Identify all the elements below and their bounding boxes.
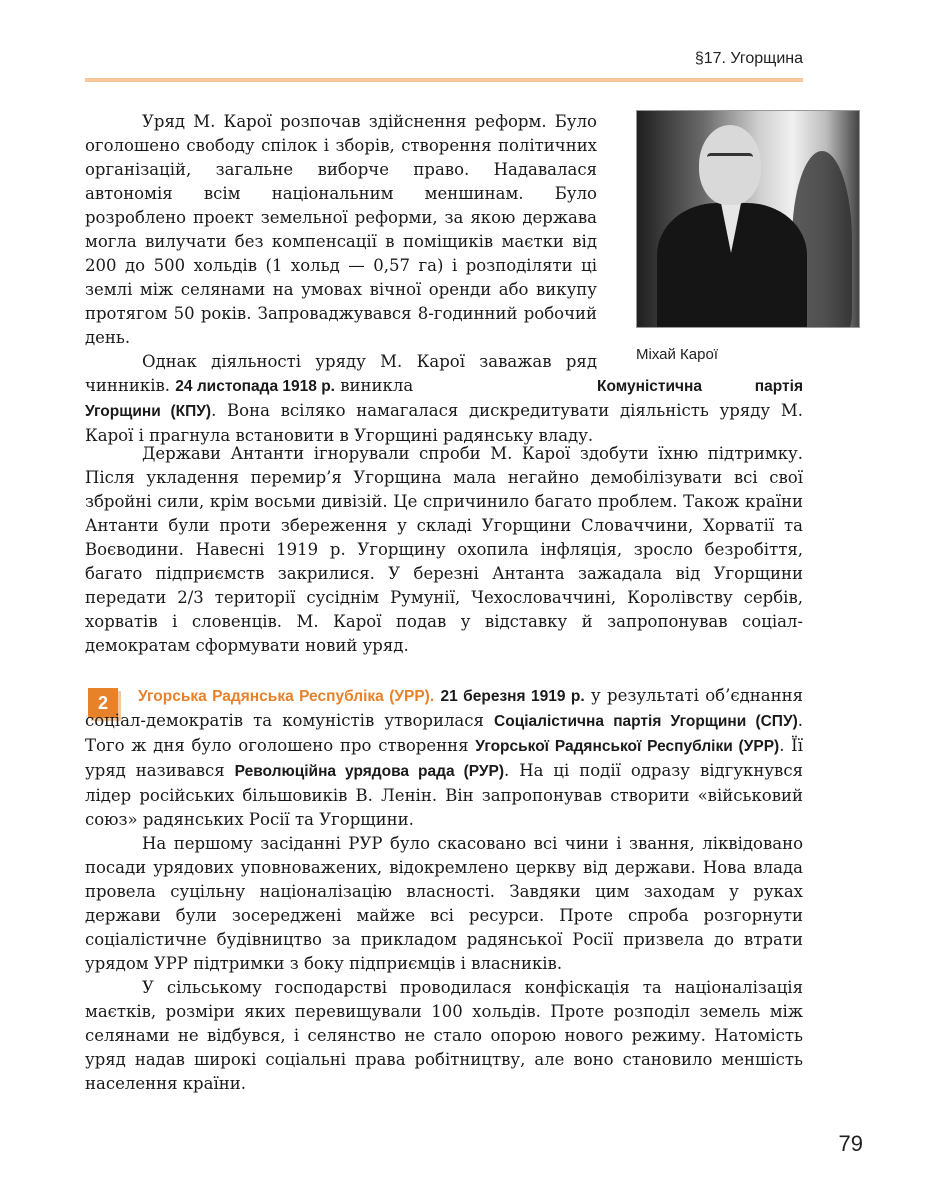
photo-glasses [707, 153, 753, 166]
paragraph-2-cont [85, 374, 803, 448]
section-2-date: 21 березня 1919 р. [440, 688, 585, 705]
p2-term-kpu: Комуністична партія Угорщини (КПУ) [85, 378, 803, 420]
section-header: §17. Угорщина [694, 50, 803, 67]
section-2-intro [85, 684, 803, 1096]
section-number-badge: 2 [88, 688, 118, 718]
paragraph-3: Держави Антанти ігнорували спроби М. Карої здобути їхню підтримку. Після укладення перемир’я Угорщина мала негайно демобілізувати всі свої збройні сили, крім восьми дивізій. Це спричинило багато проблем. Також країни Антанти були проти збереження у складі Угорщини Словаччини, Хорватії та Воєводини. Навесні 1919 р. Угорщину охопила інфляція, зросло безробіття, багато підприємств закрилися. У березні Антанта зажадала від Угорщини передати 2/3 території сусіднім Румунії, Чехословаччині, Королівству сербів, хорватів і словенців. М. Карої подав у відставку й запропонував соціал-демократам сформувати новий уряд. [85, 444, 803, 655]
paragraph-entente [85, 442, 803, 658]
section-2-paragraph-2: На першому засіданні РУР було скасовано всі чини і звання, ліквідовано посади урядових уповноважених, відокремлено церкву від держави. Нова влада провела суцільну націоналізацію власності. Завдяки цим заходам у руках держави були зосереджені майже всі ресурси. Проте спроба розгорнути соціалістичне будівництво за прикладом радянської Росії призвела до втрати урядом УРР підтримки з боку підприємців і власників. [85, 834, 803, 973]
s2-text-2: . Того ж дня було оголошено про створення [85, 711, 803, 755]
s2-text-1: у результаті об’єднання соціал-демократів та комуністів утворилася [85, 686, 803, 730]
term-rur: Революційна урядова рада (РУР) [234, 763, 505, 780]
portrait-photo [636, 110, 860, 328]
p2-text-b: виникла [335, 376, 414, 395]
p2-text-c: . Вона всіляко намагалася дискредитувати діяльність уряду М. Карої і прагнула встановити в Угорщині радянську владу. [85, 401, 803, 445]
page-number: 79 [838, 1131, 863, 1156]
photo-caption: Міхай Карої [636, 346, 718, 363]
paragraph-reforms [85, 110, 597, 350]
paragraph-kpu-continued [85, 374, 803, 448]
term-urr: Угорської Радянської Республіки (УРР) [475, 738, 780, 755]
p2-text-a: Однак діяльності уряду М. Карої заважав ряд чинників. [85, 352, 597, 395]
header-rule [85, 78, 803, 82]
term-spu: Соціалістична партія Угорщини (СПУ) [494, 713, 798, 730]
paragraph-kpu-block [85, 350, 803, 395]
section-2-paragraph-3: У сільському господарстві проводилася конфіскація та націоналізація маєтків, розміри яких перевищували 100 хольдів. Проте розподіл земель між селянами не відбувся, і селянство не стало опорою нового режиму. Натомість уряд надав широкі соціальні права робітництву, але воно становило меншість населення країни. [85, 978, 803, 1093]
section-2-paragraph-1 [85, 684, 803, 832]
paragraph-1: Уряд М. Карої розпочав здійснення реформ. Було оголошено свободу спілок і зборів, створення політичних організацій, загальне виборче право. Надавалася автономія всім національним меншинам. Було розроблено проект земельної реформи, за якою держава могла вилучати без компенсації в поміщиків маєтки від 200 до 500 хольдів (1 хольд — 0,57 га) і розподіляти ці землі між селянами на умовах вічної оренди або викупу протягом 50 років. Запроваджувався 8-годинний робочий день. [85, 112, 597, 347]
p2-date: 24 листопада 1918 р. [175, 378, 335, 395]
s2-text-3: . Її уряд називався [85, 736, 803, 780]
section-2-title: Угорська Радянська Республіка (УРР). [138, 688, 435, 705]
s2-text-4: . На ці події одразу відгукнувся лідер російських більшовиків В. Ленін. Він запропонував створити «військовий союз» радянських Росії та Угорщини. [85, 761, 803, 829]
